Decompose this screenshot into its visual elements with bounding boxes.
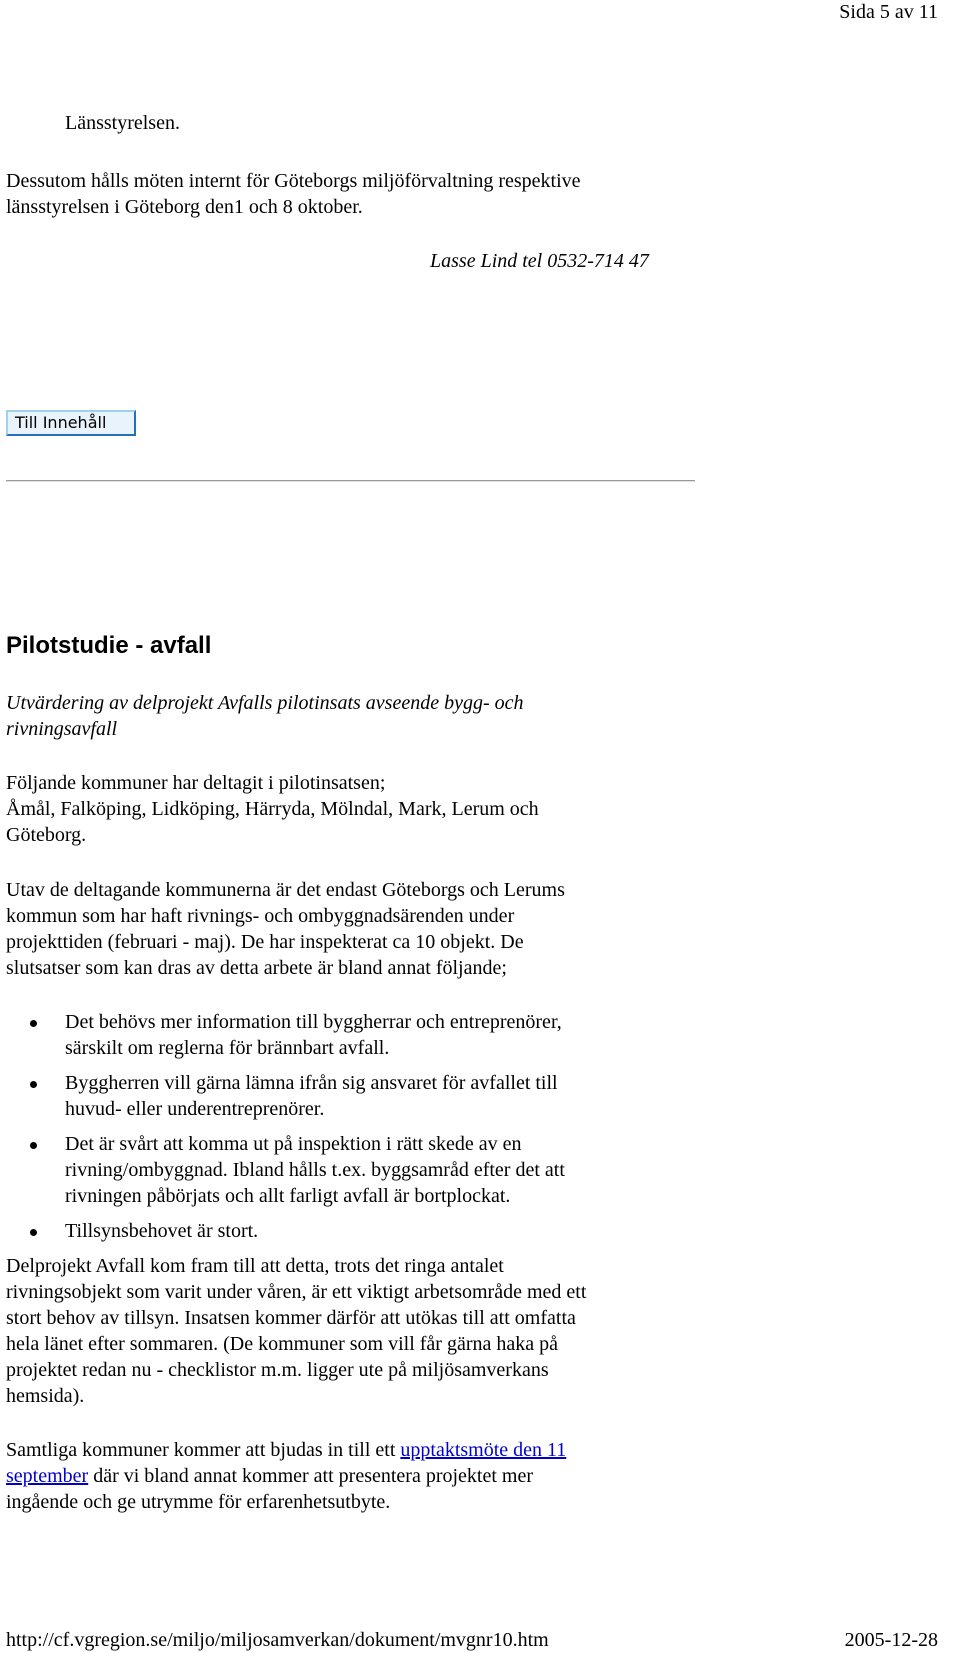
subtitle-line: Utvärdering av delprojekt Avfalls pilotinsats avseende bygg- och [6,692,524,714]
list-item-line: Byggherren vill gärna lämna ifrån sig ansvaret för avfallet till [65,1072,558,1094]
conclusion-line: Delprojekt Avfall kom fram till att detta, trots det ringa antalet [6,1255,504,1277]
horizontal-divider [6,480,695,482]
list-item-line: Tillsynsbehovet är stort. [65,1220,259,1242]
meetings-line: länsstyrelsen i Göteborg den1 och 8 oktober. [6,196,363,218]
summary-line: projekttiden (februari - maj). De har inspekterat ca 10 objekt. De [6,931,524,953]
list-item [6,1131,706,1209]
list-item-line: särskilt om reglerna för brännbart avfall. [65,1037,390,1059]
lansstyrelsen-text: Länsstyrelsen. [65,112,180,134]
list-item-line: huvud- eller underentreprenörer. [65,1098,325,1120]
conclusion-line: projektet redan nu - checklistor m.m. ligger ute på miljösamverkans [6,1359,549,1381]
list-item-line: Det behövs mer information till byggherrar och entreprenörer, [65,1011,562,1033]
page-number: Sida 5 av 11 [839,1,938,23]
kickoff-meeting-link[interactable]: upptaktsmöte den 11 [400,1439,567,1461]
invite-line: ingående och ge utrymme för erfarenhetsutbyte. [6,1491,391,1513]
participants-line: Åmål, Falköping, Lidköping, Härryda, Mölndal, Mark, Lerum och [6,798,539,820]
bullet-icon [30,1081,37,1088]
invite-line [6,1437,706,1463]
conclusion-line: rivningsobjekt som varit under våren, är ett viktigt arbetsområde med ett [6,1281,587,1303]
list-item-line: rivning/ombyggnad. Ibland hålls t.ex. byggsamråd efter det att [65,1159,565,1181]
conclusions-list [6,1009,706,1253]
bullet-icon [30,1229,37,1236]
list-item [6,1070,706,1122]
summary-line: slutsatser som kan dras av detta arbete är bland annat följande; [6,957,507,979]
conclusion-paragraph [6,1253,706,1409]
section-title: Pilotstudie - avfall [6,632,212,659]
till-innehall-button[interactable]: Till Innehåll [6,410,136,436]
summary-line: Utav de deltagande kommunerna är det endast Göteborgs och Lerums [6,879,565,901]
section-subtitle [6,690,696,742]
meetings-line: Dessutom hålls möten internt för Göteborgs miljöförvaltning respektive [6,170,581,192]
conclusion-line: stort behov av tillsyn. Insatsen kommer därför att utökas till att omfatta [6,1307,576,1329]
contact-line: Lasse Lind tel 0532-714 47 [430,250,649,272]
footer-date: 2005-12-28 [844,1629,938,1651]
participants-line: Göteborg. [6,824,87,846]
conclusion-line: hela länet efter sommaren. (De kommuner som vill får gärna haka på [6,1333,559,1355]
summary-line: kommun som har haft rivnings- och ombyggnadsärenden under [6,905,515,927]
kickoff-meeting-link-cont[interactable]: september [6,1465,89,1487]
summary-paragraph [6,877,706,981]
bullet-icon [30,1142,37,1149]
meetings-paragraph [6,168,706,220]
footer-url: http://cf.vgregion.se/miljo/miljosamverkan/dokument/mvgnr10.htm [6,1629,549,1651]
bullet-icon [30,1020,37,1027]
list-item [6,1009,706,1061]
list-item-line: rivningen påbörjats och allt farligt avfall är bortplockat. [65,1185,511,1207]
participants-paragraph [6,770,706,848]
invite-text: där vi bland annat kommer att presentera projektet mer [88,1465,534,1487]
invite-paragraph [6,1437,706,1515]
list-item-line: Det är svårt att komma ut på inspektion i rätt skede av en [65,1133,522,1155]
invite-text: Samtliga kommuner kommer att bjudas in till ett [6,1439,401,1461]
list-item [6,1218,706,1244]
invite-line [6,1463,706,1489]
conclusion-line: hemsida). [6,1385,85,1407]
participants-line: Följande kommuner har deltagit i pilotinsatsen; [6,772,386,794]
subtitle-line: rivningsavfall [6,718,118,740]
